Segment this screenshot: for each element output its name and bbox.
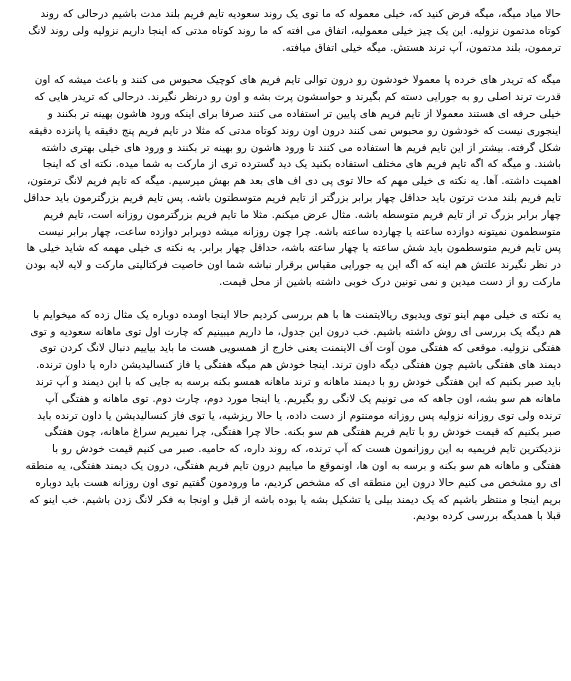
paragraph-3: یه نکته ی خیلی مهم اینو توی ویدیوی ریالایتمنت ها با هم بررسی کردیم حالا اینجا اومده دوباره یک مثال زده که میخوایم با هم دیگه یک بررسی ای روش داشته باشیم. خب درون این جدول، ما داریم میبینیم که چارت اول توی ماهانه سعودیه و توی هفتگی نزولیه. موقعی که هفتگی مون آوت آف الاینمنت یعنی خارج از همسویی هست ما باید بیاییم دنبال لانگ کردن توی دیمند های هفتگی باشیم چون هفتگی دیگه داون ترند. اینجا خودش هم میگه هفتگی یا فاز کنسالیدیشن داره یا داون ترنده. باید صبر بکنیم که این هفتگی خودش رو با دیمند ماهانه و ترند ماهانه همسو بکنه برسه به جایی که با این دیمند و آپ ترند ماهانه هم سو بشه، اون جاهه که می تونیم یک لانگی رو بگیریم. یا اینجا مورد دوم، چارت دوم. توی ماهانه و هفتگی آپ ترنده ولی توی روزانه نزولیه پس روزانه مومنتوم از دست داده، یا حالا ریزشیه، یا توی فاز کنسالیدیشن یا داون ترنده باید صبر بکنیم که قیمت خودش رو با تایم فریم هفتگی هم سو بکنه. حالا چرا هفتگی، چرا نمیریم سراغ ماهانه، چون هفتگی نزدیکترین تایم فریمیه به این روزانمون هست که آپ ترنده، که روند داره، که حامیه. صبر می کنیم قیمت خودش رو با هفتگی و ماهانه هم سو بکنه و برسه به اون ها، اونموقع ما میاییم درون تایم فریم هفتگی، درون یک دیمند هفتگی، یه منطقه ای رو مشخص می کنیم حالا درون این منطقه ای که مشخص کردیم، ما ورودمون گفتیم توی اون روزانه هست باید دوباره بریم اینجا و منتظر باشیم که یک دیمند بیلی یا تشکیل بشه یا بوده باشه از قبل و اونجا به فکر لانگ زدن باشیم. خب اینو که قبلا با همدیگه بررسی کرده بودیم. [25,308,561,523]
paragraph-2: میگه که تریدر های خرده پا معمولا خودشون رو درون توالی تایم فریم های کوچیک محبوس می کنند و باعث میشه که اون قدرت ترند اصلی رو به جورایی دسته کم بگیرند و حواسشون پرت بشه و اون رو درنظر نگیرند. درحالی که تریدر هایی که خیلی حرفه ای هستند معمولا از تایم فریم های پایین تر استفاده می کنند صرفا برای اینکه ورود هاشون بهینه تر بکنند و اینجوری نیست که خودشون رو محبوس نمی کنند درون اون روند کوتاه مدتی که مثلا در تایم فریم پنج دقیقه یا پانزده دقیقه شکل گرفته. بیشتر از این تایم فریم ها استفاده می کنند تا ورود هاشون رو بهینه تر بکنند و ورود های خیلی بهتری داشته باشند. و میگه که اگه تایم فریم های مختلف استفاده بکنید یک دید گسترده تری از مارکت به شما میده. نکته ای که اینجا اهمیت داشته. آها. یه نکته ی خیلی مهم که حالا توی پی دی اف های بعد هم بهش میرسیم. میگه که تایم فریم لانگ ترمتون، تایم فریم بلند مدت ترتون باید حداقل چهار برابر بزرگتر از تایم فریم متوسطتون باشه. پس تایم فریم بزرگترمون باید حداقل چهار برابر بزرگ تر از تایم فریم متوسطه باشه. مثال عرض میکنم. مثلا ما تایم فریم بزرگترمون روزانه است، تایم فریم متوسطمون نمیتونه دوازده ساعته یا چهارده ساعته باشه. چرا چون روزانه میشه دوبرابر دوازده ساعت، چهار برابر نیست پس تایم فریم متوسطمون باید شش ساعته یا چهار ساعته باشه، حداقل چهار برابر. یه نکته ی خیلی مهمه که شاید خیلی ها در نظر نگیرند علتش هم اینه که اگه این یه جورایی مقیاس برقرار نباشه شما اون خاصیت فرکتالیتی مارکت و لایه لایه بودن مارکت رو از دست میدین و نمی تونین درک خوبی داشته باشین از محل قیمت. [23,74,561,288]
paragraph-1: حالا میاد میگه، میگه فرض کنید که، خیلی معموله که ما توی یک روند سعودیه تایم فریم بلند مدت باشیم درحالی که روند کوتاه مدتمون نزولیه. این یک چیز خیلی معمولیه، اتفاق می افته که ما روند کوتاه مدتی که اینجا داریم نزولیه ولی روند لانگ ترممون، بلند مدتمون، آپ ترند هستش. میگه خیلی اتفاق میافته. [28,8,561,54]
